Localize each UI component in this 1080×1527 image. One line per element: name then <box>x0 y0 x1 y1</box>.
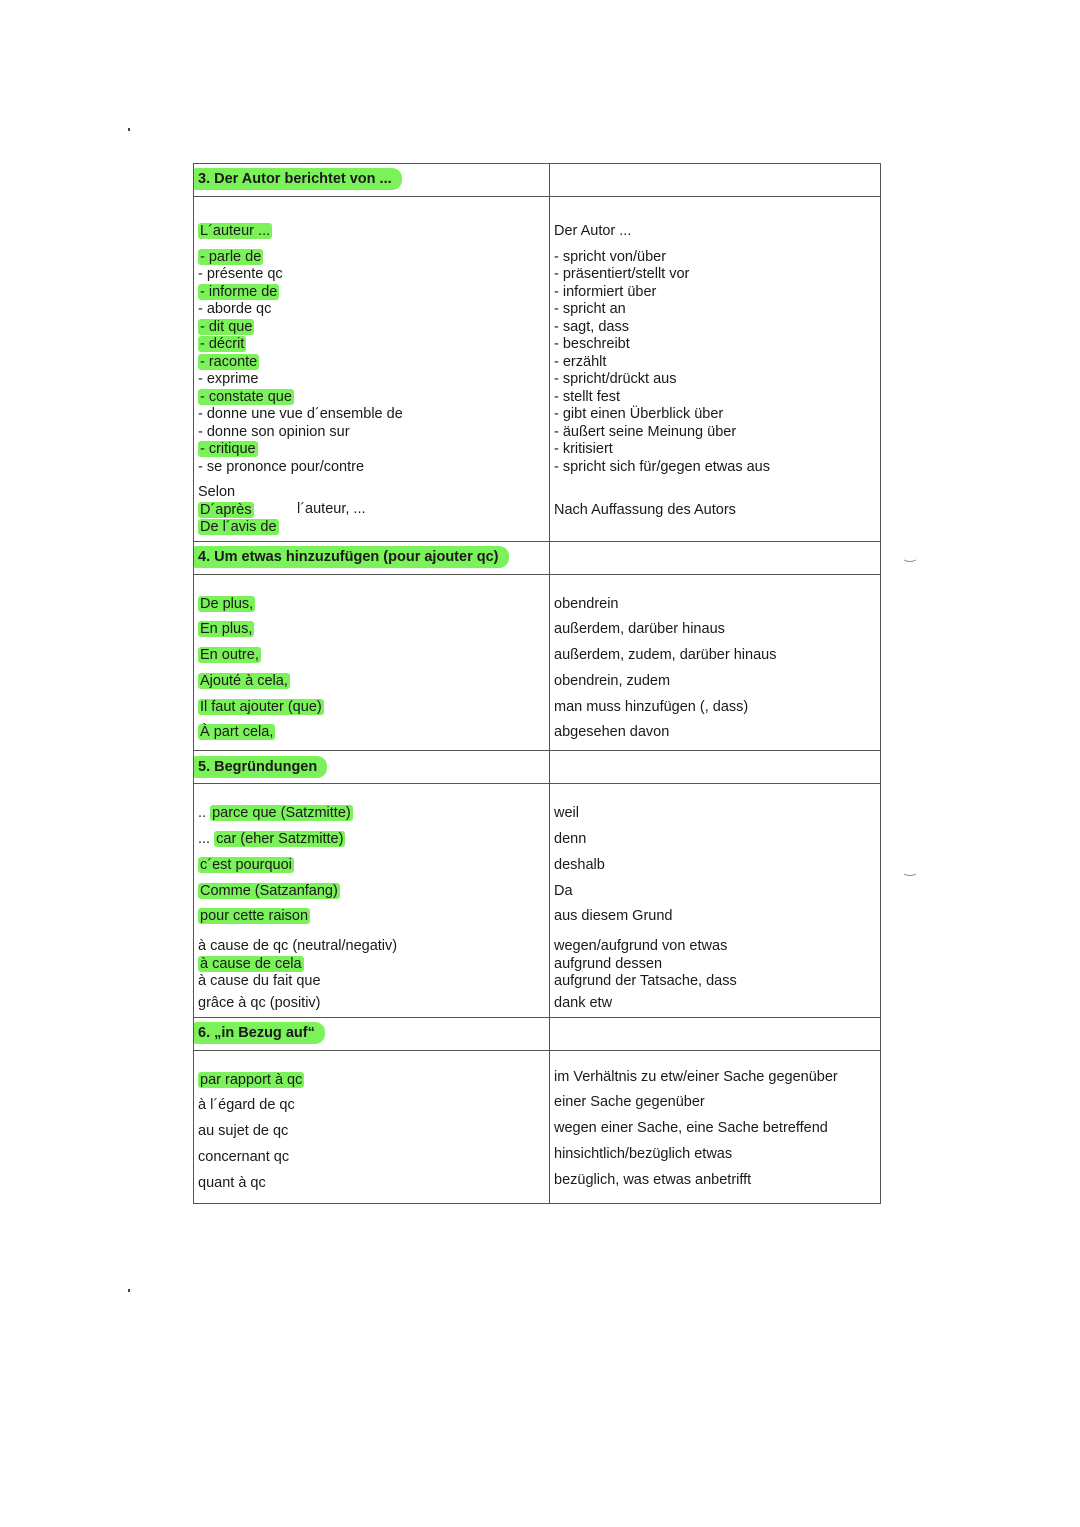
list-item: wegen/aufgrund von etwas <box>554 938 728 955</box>
list-item: - donne une vue d´ensemble de <box>198 406 403 422</box>
list-item: - spricht an <box>554 301 626 317</box>
list-item: concernant qc <box>198 1148 290 1165</box>
german-column <box>550 574 881 751</box>
german-column <box>550 1050 881 1203</box>
list-item: - critique <box>200 441 256 457</box>
list-item: - spricht/drückt aus <box>554 371 677 387</box>
section-header-row <box>194 541 881 574</box>
list-item: En outre, <box>200 647 259 664</box>
list-item: außerdem, zudem, darüber hinaus <box>554 647 777 664</box>
scan-dot <box>128 128 130 131</box>
list-item: - sagt, dass <box>554 318 629 335</box>
list-item: à l´égard de qc <box>198 1097 295 1114</box>
list-item: - informe de <box>200 283 278 300</box>
list-item: - constate que <box>200 388 292 405</box>
scan-mark <box>902 866 918 876</box>
list-item: - donne son opinion sur <box>198 423 350 440</box>
section-body-row <box>194 574 881 751</box>
list-item: aus diesem Grund <box>554 908 673 925</box>
list-item: dank etw <box>554 994 613 1011</box>
scan-dot <box>128 1289 130 1292</box>
list-item: - aborde qc <box>198 301 272 317</box>
list-item: à cause du fait que <box>198 973 321 990</box>
selon-translation: Nach Auffassung des Autors <box>554 502 736 518</box>
list-item: .. parce que (Satzmitte) <box>198 805 351 822</box>
list-item: - beschreibt <box>554 336 630 352</box>
list-item: - gibt einen Überblick über <box>554 406 724 422</box>
list-item: - stellt fest <box>554 388 621 405</box>
list-item: à cause de cela <box>200 955 302 972</box>
list-item: aufgrund der Tatsache, dass <box>554 973 737 990</box>
list-item: hinsichtlich/bezüglich etwas <box>554 1145 733 1162</box>
list-item: bezüglich, was etwas anbetrifft <box>554 1171 752 1188</box>
selon-group: Selon D´après De l´avis de l´auteur, ... <box>198 484 366 535</box>
list-item: Ajouté à cela, <box>200 672 288 689</box>
list-item: im Verhältnis zu etw/einer Sache gegenüber <box>554 1068 838 1085</box>
list-item: - décrit <box>200 336 245 352</box>
section-title: 3. Der Autor berichtet von ... <box>194 168 402 190</box>
german-intro: Der Autor ... <box>554 223 632 239</box>
list-item: - äußert seine Meinung über <box>554 423 737 440</box>
french-column <box>194 197 550 542</box>
german-column <box>550 784 881 1017</box>
list-item: aufgrund dessen <box>554 955 663 972</box>
list-item: obendrein, zudem <box>554 672 671 689</box>
list-item: weil <box>554 805 579 822</box>
list-item: - spricht sich für/gegen etwas aus <box>554 458 770 475</box>
section-body-row <box>194 197 881 542</box>
section-body-row <box>194 1050 881 1203</box>
section-header-row <box>194 751 881 784</box>
vocabulary-table <box>193 163 881 1204</box>
list-item: einer Sache gegenüber <box>554 1094 705 1111</box>
list-item: quant à qc <box>198 1174 266 1191</box>
scan-mark <box>902 552 918 562</box>
list-item: Da <box>554 882 573 899</box>
list-item: abgesehen davon <box>554 724 670 741</box>
list-item: - präsentiert/stellt vor <box>554 266 690 282</box>
german-column <box>550 197 881 542</box>
list-item: c´est pourquoi <box>200 856 292 873</box>
list-item: Il faut ajouter (que) <box>200 698 322 715</box>
list-item: obendrein <box>554 595 619 612</box>
list-item: - kritisiert <box>554 441 613 457</box>
list-item: grâce à qc (positiv) <box>198 994 321 1011</box>
list-item: deshalb <box>554 856 605 873</box>
list-item: - dit que <box>200 318 253 335</box>
selon-tail: l´auteur, ... <box>297 501 366 517</box>
list-item: - parle de <box>200 248 262 265</box>
section-body-row <box>194 784 881 1017</box>
list-item: pour cette raison <box>200 908 309 925</box>
list-item: au sujet de qc <box>198 1123 289 1140</box>
french-column <box>194 574 550 751</box>
list-item: - présente qc <box>198 266 283 282</box>
list-item: Comme (Satzanfang) <box>200 882 338 899</box>
list-item: À part cela, <box>200 724 274 741</box>
section-header-row <box>194 164 881 197</box>
list-item: denn <box>554 831 587 848</box>
french-column <box>194 1050 550 1203</box>
list-item: à cause de qc (neutral/negativ) <box>198 938 398 955</box>
list-item: par rapport à qc <box>200 1071 303 1088</box>
list-item: En plus, <box>200 621 253 638</box>
section-title: 6. „in Bezug auf“ <box>194 1022 325 1044</box>
list-item: wegen einer Sache, eine Sache betreffend <box>554 1120 828 1137</box>
list-item: - se prononce pour/contre <box>198 458 365 475</box>
section-header-row <box>194 1017 881 1050</box>
list-item: man muss hinzufügen (, dass) <box>554 698 749 715</box>
list-item: ... car (eher Satzmitte) <box>198 831 344 848</box>
section-title: 5. Begründungen <box>194 756 327 778</box>
list-item: - erzählt <box>554 353 607 370</box>
list-item: - raconte <box>200 353 258 370</box>
list-item: - spricht von/über <box>554 248 667 265</box>
list-item: De plus, <box>200 595 254 612</box>
section-title: 4. Um etwas hinzuzufügen (pour ajouter qc) <box>194 546 509 568</box>
list-item: - informiert über <box>554 283 657 300</box>
french-intro: L´auteur ... <box>200 223 271 239</box>
list-item: - exprime <box>198 371 259 387</box>
list-item: außerdem, darüber hinaus <box>554 621 725 638</box>
french-column <box>194 784 550 1017</box>
